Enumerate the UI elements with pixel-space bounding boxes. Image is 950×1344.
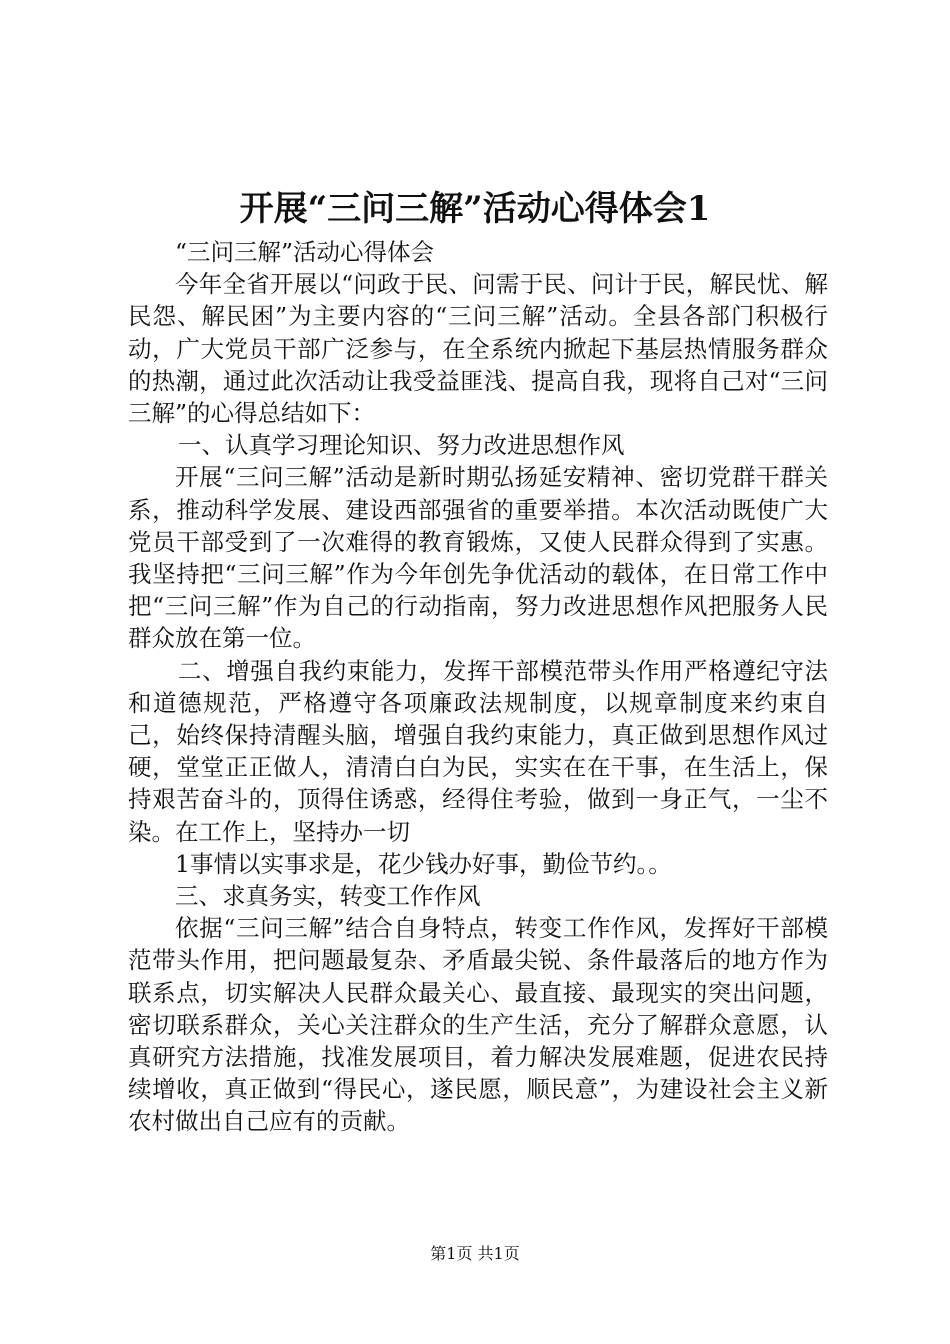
page-number-footer: 第1页 共1页: [430, 1244, 520, 1263]
intro-paragraph: 今年全省开展以“问政于民、问需于民、问计于民，解民忧、解民怨、解民困”为主要内容的“三问三解”活动。全县各部门积极行动，广大党员干部广泛参与，在全系统内掀起下基层热情服务群众的热潮，通过此次活动让我受益匪浅、提高自我，现将自己对“三问三解”的心得总结如下：: [128, 270, 828, 428]
section-heading-1: 一、认真学习理论知识、努力改进思想作风: [178, 431, 625, 460]
document-body: [128, 236, 828, 1138]
body-paragraph: 开展“三问三解”活动是新时期弘扬延安精神、密切党群干群关系，推动科学发展、建设西部强省的重要举措。本次活动既使广大党员干部受到了一次难得的教育锻炼，又使人民群众得到了实惠。我坚持把“三问三解”作为今年创先争优活动的载体，在日常工作中把“三问三解”作为自己的行动指南，努力改进思想作风把服务人民群众放在第一位。: [128, 463, 828, 653]
document-title: 开展“三问三解”活动心得体会1: [239, 189, 711, 229]
body-paragraph: 1事情以实事求是，花少钱办好事，勤俭节约。。: [175, 849, 672, 878]
subtitle-paragraph: “三问三解”活动心得体会: [175, 238, 435, 266]
section-heading-3: 三、求真务实，转变工作作风: [175, 882, 481, 911]
body-paragraph: 依据“三问三解”结合自身特点，转变工作作风，发挥好干部模范带头作用，把问题最复杂、矛盾最尖锐、条件最落后的地方作为联系点，切实解决人民群众最关心、最直接、最现实的突出问题，密切联系群众，关心关注群众的生产生活，充分了解群众意愿，认真研究方法措施，找准发展项目，着力解决发展难题，促进农民持续增收，真正做到“得民心，遂民愿，顺民意”，为建设社会主义新农村做出自己应有的贡献。: [128, 914, 828, 1136]
section-paragraph-2: 二、增强自我约束能力，发挥干部模范带头作用严格遵纪守法和道德规范，严格遵守各项廉政法规制度，以规章制度来约束自己，始终保持清醒头脑，增强自我约束能力，真正做到思想作风过硬，堂堂正正做人，清清白白为民，实实在在干事，在生活上，保持艰苦奋斗的，顶得住诱惑，经得住考验，做到一身正气，一尘不染。在工作上，坚持办一切: [128, 656, 828, 846]
